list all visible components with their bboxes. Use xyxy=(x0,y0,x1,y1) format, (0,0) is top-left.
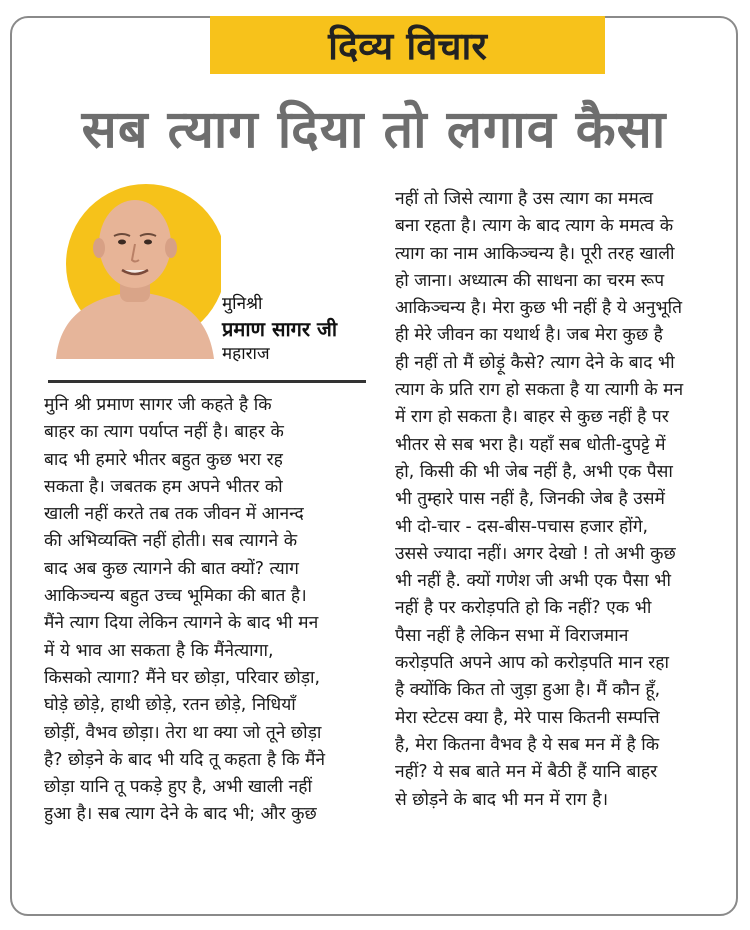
byline-suffix: महाराज xyxy=(222,344,270,364)
text-line: है, मेरा कितना वैभव है ये सब मन में है कि xyxy=(395,734,660,755)
text-line: नहीं तो जिसे त्यागा है उस त्याग का ममत्व xyxy=(395,189,654,209)
text-line: घोड़े छोड़े, हाथी छोड़े, रतन छोड़े, निधियाँ xyxy=(44,695,296,716)
text-line: बाद अब कुछ त्यागने की बात क्यों? त्याग xyxy=(44,558,299,579)
text-line: हो, किसी की भी जेब नहीं है, अभी एक पैसा xyxy=(395,461,673,482)
text-line: मैंने त्याग दिया लेकिन त्यागने के बाद भी मन xyxy=(44,613,319,634)
text-line: त्याग के प्रति राग हो सकता है या त्यागी के मन xyxy=(395,380,684,401)
section-title: दिव्य विचार xyxy=(328,24,487,68)
text-line: में ये भाव आ सकता है कि मैंनेत्यागा, xyxy=(44,640,274,661)
text-line: भी तुम्हारे पास नहीं है, जिनकी जेब है उसमें xyxy=(395,489,665,510)
headline: सब त्याग दिया तो लगाव कैसा xyxy=(81,100,667,160)
text-line: नहीं है पर करोड़पति हो कि नहीं? एक भी xyxy=(395,598,652,619)
text-line: भीतर से सब भरा है। यहाँ सब धोती-दुपट्टे में xyxy=(395,434,666,455)
text-line: भी दो-चार - दस-बीस-पचास हजार होंगे, xyxy=(395,516,649,537)
text-line: नहीं? ये सब बाते मन में बैठी हैं यानि बाहर xyxy=(395,762,658,783)
text-line: है क्योंकि कित तो जुड़ा हुआ है। मैं कौन हूँ, xyxy=(395,680,661,701)
text-line: छोड़ा यानि तू पकड़े हुए है, अभी खाली नहीं xyxy=(44,777,312,798)
text-line: मुनि श्री प्रमाण सागर जी कहते है कि xyxy=(44,395,272,415)
article-column-left xyxy=(44,392,370,829)
text-line: हुआ है। सब त्याग देने के बाद भी; और कुछ xyxy=(44,804,317,825)
byline-name: प्रमाण सागर जी xyxy=(222,317,338,341)
section-banner xyxy=(210,16,605,74)
text-line: पैसा नहीं है लेकिन सभा में विराजमान xyxy=(395,625,629,646)
text-line: मेरा स्टेटस क्या है, मेरे पास कितनी सम्पत्ति xyxy=(395,707,660,728)
text-line: से छोड़ने के बाद भी मन में राग है। xyxy=(395,789,609,810)
text-line: आकिञ्चन्य है। मेरा कुछ भी नहीं है ये अनुभूति xyxy=(395,298,682,319)
text-line: हो जाना। अध्यात्म की साधना का चरम रूप xyxy=(395,270,665,291)
text-line: की अभिव्यक्ति नहीं होती। सब त्यागने के xyxy=(44,531,298,552)
divider-rule xyxy=(48,380,366,383)
text-line: छोड़ीं, वैभव छोड़ा। तेरा था क्या जो तूने छोड़ा xyxy=(44,722,322,743)
article-column-right xyxy=(395,186,730,814)
text-line: ही मेरे जीवन का यथार्थ है। जब मेरा कुछ है xyxy=(395,325,663,346)
author-byline xyxy=(222,292,382,367)
text-line: आकिञ्चन्य बहुत उच्च भूमिका की बात है। xyxy=(44,586,307,607)
author-portrait xyxy=(46,184,221,359)
text-line: सकता है। जबतक हम अपने भीतर को xyxy=(44,476,283,497)
text-line: में राग हो सकता है। बाहर से कुछ नहीं है पर xyxy=(395,407,669,428)
text-line: भी नहीं है. क्यों गणेश जी अभी एक पैसा भी xyxy=(395,571,671,592)
text-line: बाद भी हमारे भीतर बहुत कुछ भरा रह xyxy=(44,449,283,470)
text-line: किसको त्यागा? मैंने घर छोड़ा, परिवार छोड़ा, xyxy=(44,667,321,688)
text-line: बाहर का त्याग पर्याप्त नहीं है। बाहर के xyxy=(44,422,284,443)
byline-prefix: मुनिश्री xyxy=(222,294,263,314)
text-line: उससे ज्यादा नहीं। अगर देखो ! तो अभी कुछ xyxy=(395,543,676,564)
text-line: त्याग का नाम आकिञ्चन्य है। पूरी तरह खाली xyxy=(395,243,675,264)
text-line: खाली नहीं करते तब तक जीवन में आनन्द xyxy=(44,504,304,525)
text-line: करोड़पति अपने आप को करोड़पति मान रहा xyxy=(395,653,670,674)
text-line: है? छोड़ने के बाद भी यदि तू कहता है कि मैंने xyxy=(44,749,326,770)
text-line: बना रहता है। त्याग के बाद त्याग के ममत्व के xyxy=(395,216,674,237)
text-line: ही नहीं तो मैं छोड़ूं कैसे? त्याग देने के बाद भी xyxy=(395,352,675,373)
